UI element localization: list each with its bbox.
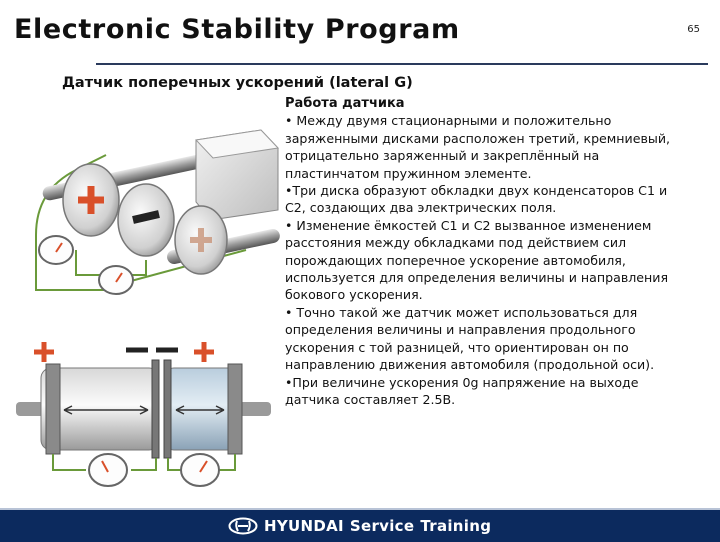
plus-sign-right [194,342,214,362]
capacitance-gauge-1 [39,236,73,264]
section-subtitle: Датчик поперечных ускорений (lateral G) [62,75,413,91]
capacitance-gauge-2 [99,266,133,294]
footer-bar [0,508,720,542]
plus-disc-front [175,206,227,274]
plus-disc [63,164,119,236]
page-title: Electronic Stability Program [14,14,460,45]
minus-disc [118,184,174,256]
capacitor-c2-gauge [181,454,219,486]
paragraph-5: •При величине ускорения 0g напряжение на выходе датчика составляет 2.5В. [285,374,639,407]
explanation-heading: Работа датчика [285,96,405,111]
paragraph-3: • Изменение ёмкостей С1 и С2 вызванное изменением расстояния между обкладками под действием сил порождающих поперечное ускорение автомобиля, используется для определения величины и направления бокового ускорения. [285,217,669,303]
paragraph-1: • Между двумя стационарными и положительно заряженными дисками расположен третий, кремниевый, отрицательно заряженный и закреплённый на пластинчатом пружинном элементе. [285,113,671,181]
footer-service: Service [349,517,415,535]
paragraph-4: • Точно такой же датчик может использоваться для определения величины и направления продольного ускорения с той разницей, что ориентирован он по направлению движения автомобиля (продольной оси). [285,304,655,373]
sensor-disc-illustration [16,100,286,315]
footer-brand-name: HYUNDAI [264,517,344,535]
capacitor-cross-section [16,330,271,500]
paragraph-2: •Три диска образуют обкладки двух конденсаторов С1 и С2, создающих два электрических поля. [285,183,668,216]
hyundai-logo-icon [228,517,258,535]
footer-training: Training [420,517,492,535]
capacitor-c1-gauge [89,454,127,486]
explanation-text [285,95,685,408]
title-divider [96,63,708,65]
plus-sign-left [34,342,54,362]
page-number: 65 [687,24,700,35]
footer-brand [228,517,491,535]
